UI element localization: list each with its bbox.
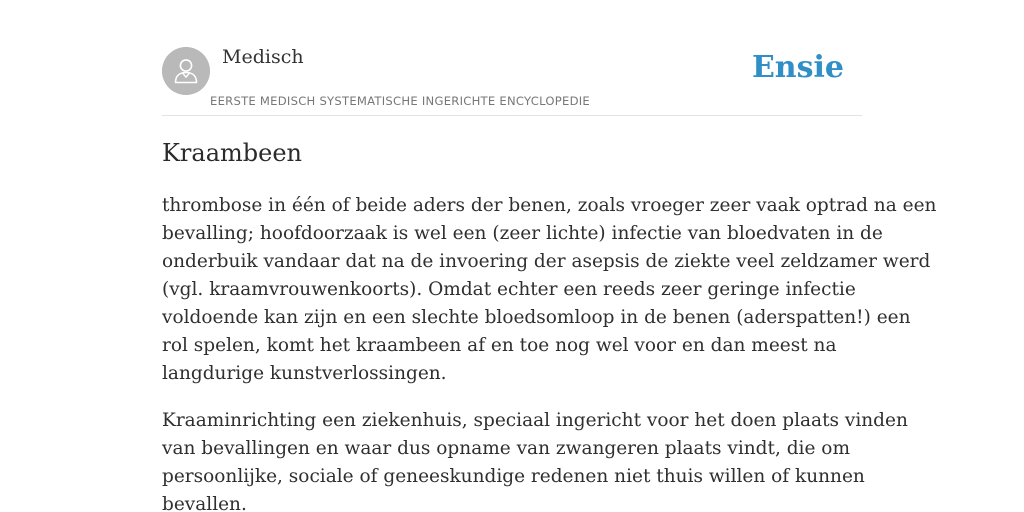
article-paragraph — [162, 192, 937, 388]
paragraph-line: (vgl. kraamvrouwenkoorts). Omdat echter een reeds zeer geringe infectie — [162, 279, 856, 300]
ensie-logo-link[interactable]: Ensie — [751, 50, 844, 85]
paragraph-line: voldoende kan zijn en een slechte bloedsomloop in de benen (aderspatten!) een — [162, 307, 911, 328]
paragraph-line: langdurige kunstverlossingen. — [162, 363, 447, 384]
paragraph-line: bevalling; hoofdoorzaak is wel een (zeer lichte) infectie van bloedvaten in de — [162, 223, 883, 244]
paragraph-line: Kraaminrichting een ziekenhuis, speciaal ingericht voor het doen plaats vinden — [162, 410, 908, 431]
paragraph-line: rol spelen, komt het kraambeen af en toe nog wel voor en dan meest na — [162, 335, 837, 356]
source-avatar[interactable] — [162, 47, 210, 95]
paragraph-line: bevallen. — [162, 494, 247, 512]
header-divider — [162, 115, 862, 116]
source-header — [162, 0, 862, 116]
source-name-link[interactable]: Medisch — [222, 46, 304, 68]
page-container — [162, 0, 937, 512]
paragraph-line: persoonlijke, sociale of geneeskundige redenen niet thuis willen of kunnen — [162, 466, 865, 487]
page-title: Kraambeen — [162, 139, 303, 167]
source-subtitle: EERSTE MEDISCH SYSTEMATISCHE INGERICHTE ENCYCLOPEDIE — [210, 94, 590, 108]
user-placeholder-icon — [162, 47, 210, 95]
paragraph-line: onderbuik vandaar dat na de invoering der asepsis de ziekte veel zeldzamer werd — [162, 251, 931, 272]
article-paragraph — [162, 407, 908, 512]
article-body — [162, 192, 937, 512]
paragraph-line: thrombose in één of beide aders der benen, zoals vroeger zeer vaak optrad na een — [162, 195, 937, 216]
paragraph-line: van bevallingen en waar dus opname van zwangeren plaats vindt, die om — [162, 438, 850, 459]
